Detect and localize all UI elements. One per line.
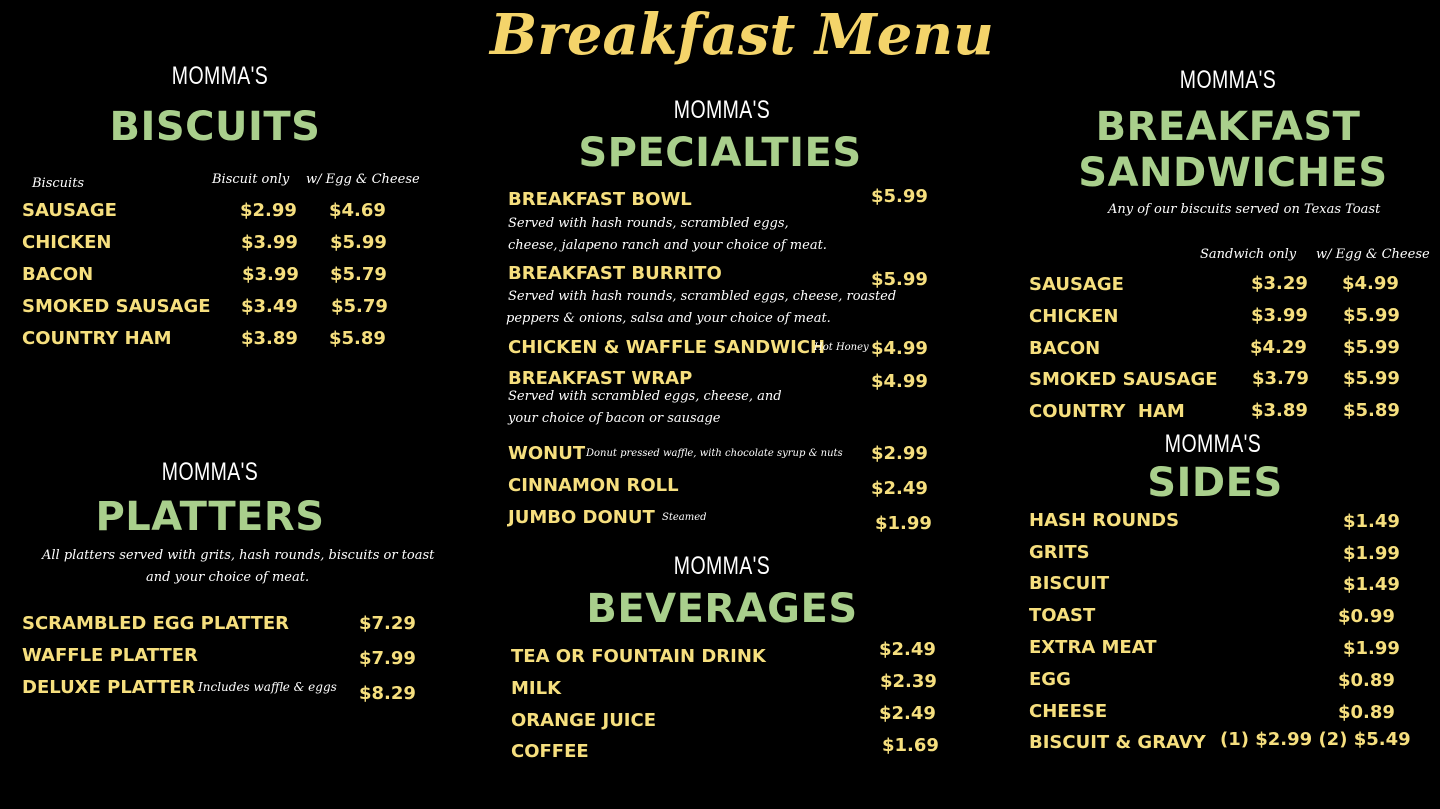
sandwich-item-price-b: $5.99	[1343, 368, 1400, 389]
sandwich-item-price-b: $4.99	[1342, 273, 1399, 294]
side-name: EXTRA MEAT	[1029, 637, 1157, 658]
biscuit-item-price-a: $3.49	[241, 296, 298, 317]
biscuit-item-price-a: $3.99	[242, 264, 299, 285]
biscuit-item-name: BACON	[22, 264, 94, 285]
beverage-price: $2.49	[879, 703, 936, 724]
sandwiches-col-b: w/ Egg & Cheese	[1316, 247, 1430, 262]
sides-heading: SIDES	[1147, 460, 1283, 506]
biscuits-col-label: Biscuits	[32, 176, 85, 191]
specialty-name: BREAKFAST BOWL	[508, 189, 692, 210]
specialty-desc: cheese, jalapeno ranch and your choice of meat.	[508, 238, 827, 253]
momma-label: MOMMA'S	[161, 458, 259, 486]
side-price: $1.49	[1343, 574, 1400, 595]
specialty-desc: peppers & onions, salsa and your choice of meat.	[506, 311, 831, 326]
biscuit-item-price-b: $5.89	[329, 328, 386, 349]
side-price: (1) $2.99 (2) $5.49	[1220, 729, 1411, 750]
momma-label: MOMMA'S	[673, 552, 771, 580]
biscuit-item-price-b: $5.79	[330, 264, 387, 285]
specialty-price: $5.99	[871, 186, 928, 207]
biscuit-item-name: COUNTRY HAM	[22, 328, 172, 349]
platter-item-price: $7.99	[359, 648, 416, 669]
side-price: $0.89	[1338, 670, 1395, 691]
specialty-name: CHICKEN & WAFFLE SANDWICH	[508, 337, 826, 358]
specialty-name: BREAKFAST BURRITO	[508, 263, 722, 284]
platter-item-name: SCRAMBLED EGG PLATTER	[22, 613, 290, 634]
biscuits-heading: BISCUITS	[109, 104, 321, 150]
platter-item-price: $8.29	[359, 683, 416, 704]
beverage-price: $2.39	[880, 671, 937, 692]
sandwich-item-name: SAUSAGE	[1029, 274, 1124, 295]
beverage-price: $2.49	[879, 639, 936, 660]
specialty-price: $1.99	[875, 513, 932, 534]
sandwich-item-price-b: $5.89	[1343, 400, 1400, 421]
sandwich-item-price-a: $3.99	[1251, 305, 1308, 326]
platter-item-price: $7.29	[359, 613, 416, 634]
specialty-name: BREAKFAST WRAP	[508, 368, 693, 389]
sandwich-item-name: CHICKEN	[1029, 306, 1119, 327]
side-name: HASH ROUNDS	[1029, 510, 1180, 531]
side-name: GRITS	[1029, 542, 1090, 563]
beverage-price: $1.69	[882, 735, 939, 756]
platters-heading: PLATTERS	[95, 494, 325, 540]
beverage-name: MILK	[511, 678, 562, 699]
biscuit-item-name: SMOKED SAUSAGE	[22, 296, 211, 317]
specialty-price: $2.99	[871, 443, 928, 464]
sandwich-item-name: BACON	[1029, 338, 1101, 359]
specialty-name: JUMBO DONUT	[508, 507, 655, 528]
side-name: TOAST	[1029, 605, 1096, 626]
sandwiches-note: Any of our biscuits served on Texas Toast	[1108, 202, 1381, 217]
platters-note: and your choice of meat.	[146, 570, 310, 585]
sandwiches-col-a: Sandwich only	[1200, 247, 1297, 262]
platter-item-extra: Includes waffle & eggs	[198, 680, 337, 694]
sandwich-item-price-a: $4.29	[1250, 337, 1307, 358]
specialty-desc: Served with scrambled eggs, cheese, and	[508, 389, 782, 404]
specialty-desc: your choice of bacon or sausage	[508, 411, 721, 426]
biscuits-col-a: Biscuit only	[212, 172, 290, 187]
side-price: $0.99	[1338, 606, 1395, 627]
biscuit-item-price-b: $5.79	[331, 296, 388, 317]
beverage-name: ORANGE JUICE	[511, 710, 657, 731]
side-name: CHEESE	[1029, 701, 1108, 722]
specialty-extra: Hot Honey	[814, 342, 869, 353]
side-name: BISCUIT & GRAVY	[1029, 732, 1206, 753]
specialty-desc: Served with hash rounds, scrambled eggs,	[508, 216, 789, 231]
specialty-name: WONUT	[508, 443, 586, 464]
specialty-price: $4.99	[871, 371, 928, 392]
sandwich-item-price-a: $3.79	[1252, 368, 1309, 389]
sandwiches-heading: SANDWICHES	[1078, 150, 1388, 196]
momma-label: MOMMA'S	[1164, 430, 1262, 458]
biscuit-item-price-a: $3.89	[241, 328, 298, 349]
beverage-name: TEA OR FOUNTAIN DRINK	[511, 646, 766, 667]
beverage-name: COFFEE	[511, 741, 589, 762]
biscuits-col-b: w/ Egg & Cheese	[306, 172, 420, 187]
platter-item-name: DELUXE PLATTER	[22, 677, 196, 698]
biscuit-item-price-b: $4.69	[329, 200, 386, 221]
platter-item-name: WAFFLE PLATTER	[22, 645, 198, 666]
side-name: BISCUIT	[1029, 573, 1110, 594]
momma-label: MOMMA'S	[673, 96, 771, 124]
sandwich-item-price-b: $5.99	[1343, 305, 1400, 326]
side-price: $1.99	[1343, 543, 1400, 564]
sandwich-item-name: SMOKED SAUSAGE	[1029, 369, 1218, 390]
side-price: $1.99	[1343, 638, 1400, 659]
specialty-extra: Steamed	[662, 512, 707, 523]
biscuit-item-name: CHICKEN	[22, 232, 112, 253]
biscuit-item-name: SAUSAGE	[22, 200, 117, 221]
sandwiches-heading: BREAKFAST	[1095, 104, 1361, 150]
momma-label: MOMMA'S	[171, 62, 269, 90]
specialty-extra: Donut pressed waffle, with chocolate syrup & nuts	[586, 448, 843, 459]
specialty-price: $4.99	[871, 338, 928, 359]
beverages-heading: BEVERAGES	[586, 586, 858, 632]
specialty-price: $2.49	[871, 478, 928, 499]
side-name: EGG	[1029, 669, 1071, 690]
specialty-name: CINNAMON ROLL	[508, 475, 679, 496]
biscuit-item-price-a: $3.99	[241, 232, 298, 253]
specialties-heading: SPECIALTIES	[578, 130, 862, 176]
menu-title: Breakfast Menu	[490, 2, 994, 68]
side-price: $0.89	[1338, 702, 1395, 723]
sandwich-item-name: COUNTRY HAM	[1029, 401, 1185, 422]
sandwich-item-price-a: $3.29	[1251, 273, 1308, 294]
biscuit-item-price-b: $5.99	[330, 232, 387, 253]
biscuit-item-price-a: $2.99	[240, 200, 297, 221]
specialty-price: $5.99	[871, 269, 928, 290]
side-price: $1.49	[1343, 511, 1400, 532]
platters-note: All platters served with grits, hash rounds, biscuits or toast	[42, 548, 435, 563]
sandwich-item-price-b: $5.99	[1343, 337, 1400, 358]
momma-label: MOMMA'S	[1179, 66, 1277, 94]
specialty-desc: Served with hash rounds, scrambled eggs, cheese, roasted	[508, 289, 897, 304]
sandwich-item-price-a: $3.89	[1251, 400, 1308, 421]
